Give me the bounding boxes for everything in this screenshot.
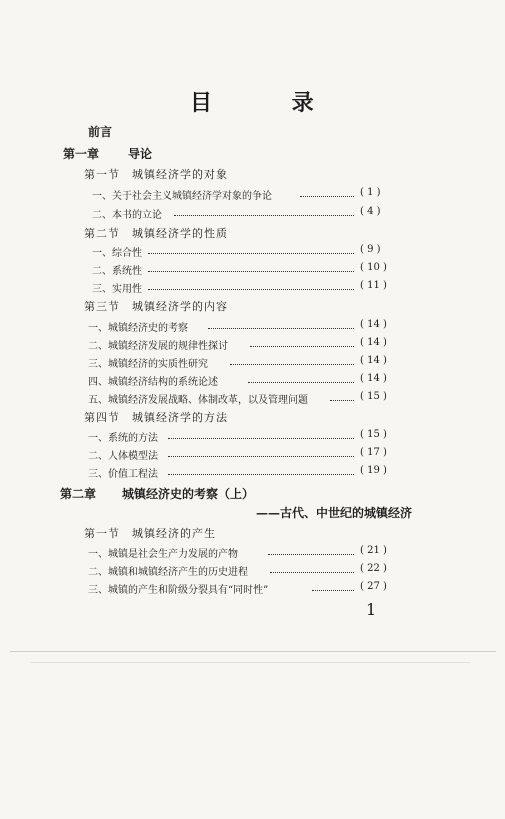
page-ref: ( 10 ) xyxy=(360,262,387,273)
toc-entry: 二、城镇经济发展的规律性探讨 xyxy=(88,341,228,352)
page-ref: ( 14 ) xyxy=(360,337,387,348)
leader-dots xyxy=(168,474,354,475)
page-ref: ( 27 ) xyxy=(360,581,387,592)
section-heading: 第二节 城镇经济学的性质 xyxy=(84,227,228,240)
chapter-2-title: 城镇经济史的考察（上） xyxy=(122,487,255,501)
toc-entry: 一、关于社会主义城镇经济学对象的争论 xyxy=(92,191,272,202)
toc-entry: 一、综合性 xyxy=(92,248,142,259)
scan-edge-line xyxy=(30,662,470,663)
toc-entry: 三、城镇经济的实质性研究 xyxy=(88,359,208,370)
leader-dots xyxy=(168,438,354,439)
toc-entry: 四、城镇经济结构的系统论述 xyxy=(88,377,218,388)
page-ref: ( 14 ) xyxy=(360,355,387,366)
chapter-1-title: 导论 xyxy=(128,147,153,161)
toc-entry: 一、城镇是社会生产力发展的产物 xyxy=(88,549,238,560)
toc-entry: 一、城镇经济史的考察 xyxy=(88,323,188,334)
section-heading: 第一节 城镇经济的产生 xyxy=(84,527,216,540)
leader-dots xyxy=(230,364,354,365)
leader-dots xyxy=(174,215,354,216)
leader-dots xyxy=(148,289,354,290)
leader-dots xyxy=(148,271,354,272)
page-ref: ( 19 ) xyxy=(360,465,387,476)
preface-heading: 前言 xyxy=(88,125,113,139)
toc-entry: 五、城镇经济发展战略、体制改革，以及管理问题 xyxy=(88,395,308,406)
leader-dots xyxy=(300,196,354,197)
page-ref: ( 15 ) xyxy=(360,429,387,440)
leader-dots xyxy=(330,400,354,401)
page-ref: ( 17 ) xyxy=(360,447,387,458)
leader-dots xyxy=(312,590,354,591)
page-ref: ( 22 ) xyxy=(360,563,387,574)
section-heading: 第三节 城镇经济学的内容 xyxy=(84,300,228,313)
toc-entry: 二、系统性 xyxy=(92,266,142,277)
toc-entry: 三、城镇的产生和阶级分裂具有“同时性” xyxy=(88,585,269,596)
leader-dots xyxy=(248,382,354,383)
leader-dots xyxy=(148,253,354,254)
toc-entry: 三、实用性 xyxy=(92,284,142,295)
page-ref: ( 11 ) xyxy=(360,280,387,291)
page-ref: ( 15 ) xyxy=(360,391,387,402)
leader-dots xyxy=(250,346,354,347)
leader-dots xyxy=(208,328,354,329)
leader-dots xyxy=(268,554,354,555)
toc-entry: 二、本书的立论 xyxy=(92,210,162,221)
toc-entry: 三、价值工程法 xyxy=(88,469,158,480)
page-ref: ( 4 ) xyxy=(360,206,381,217)
toc-entry: 二、城镇和城镇经济产生的历史进程 xyxy=(88,567,248,578)
leader-dots xyxy=(270,572,354,573)
chapter-2-number: 第二章 xyxy=(60,487,97,501)
page-ref: ( 14 ) xyxy=(360,373,387,384)
toc-entry: 二、人体模型法 xyxy=(88,451,158,462)
chapter-1-number: 第一章 xyxy=(63,147,100,161)
page-ref: ( 14 ) xyxy=(360,319,387,330)
toc-title: 目 录 xyxy=(190,90,350,116)
page-ref: ( 21 ) xyxy=(360,545,387,556)
page-ref: ( 1 ) xyxy=(360,187,381,198)
page-number: 1 xyxy=(366,600,377,619)
toc-entry: 一、系统的方法 xyxy=(88,433,158,444)
scan-edge-line xyxy=(10,651,496,652)
leader-dots xyxy=(168,456,354,457)
section-heading: 第一节 城镇经济学的对象 xyxy=(84,168,228,181)
chapter-2-subtitle: ——古代、中世纪的城镇经济 xyxy=(256,506,413,520)
page-ref: ( 9 ) xyxy=(360,244,381,255)
section-heading: 第四节 城镇经济学的方法 xyxy=(84,411,228,424)
